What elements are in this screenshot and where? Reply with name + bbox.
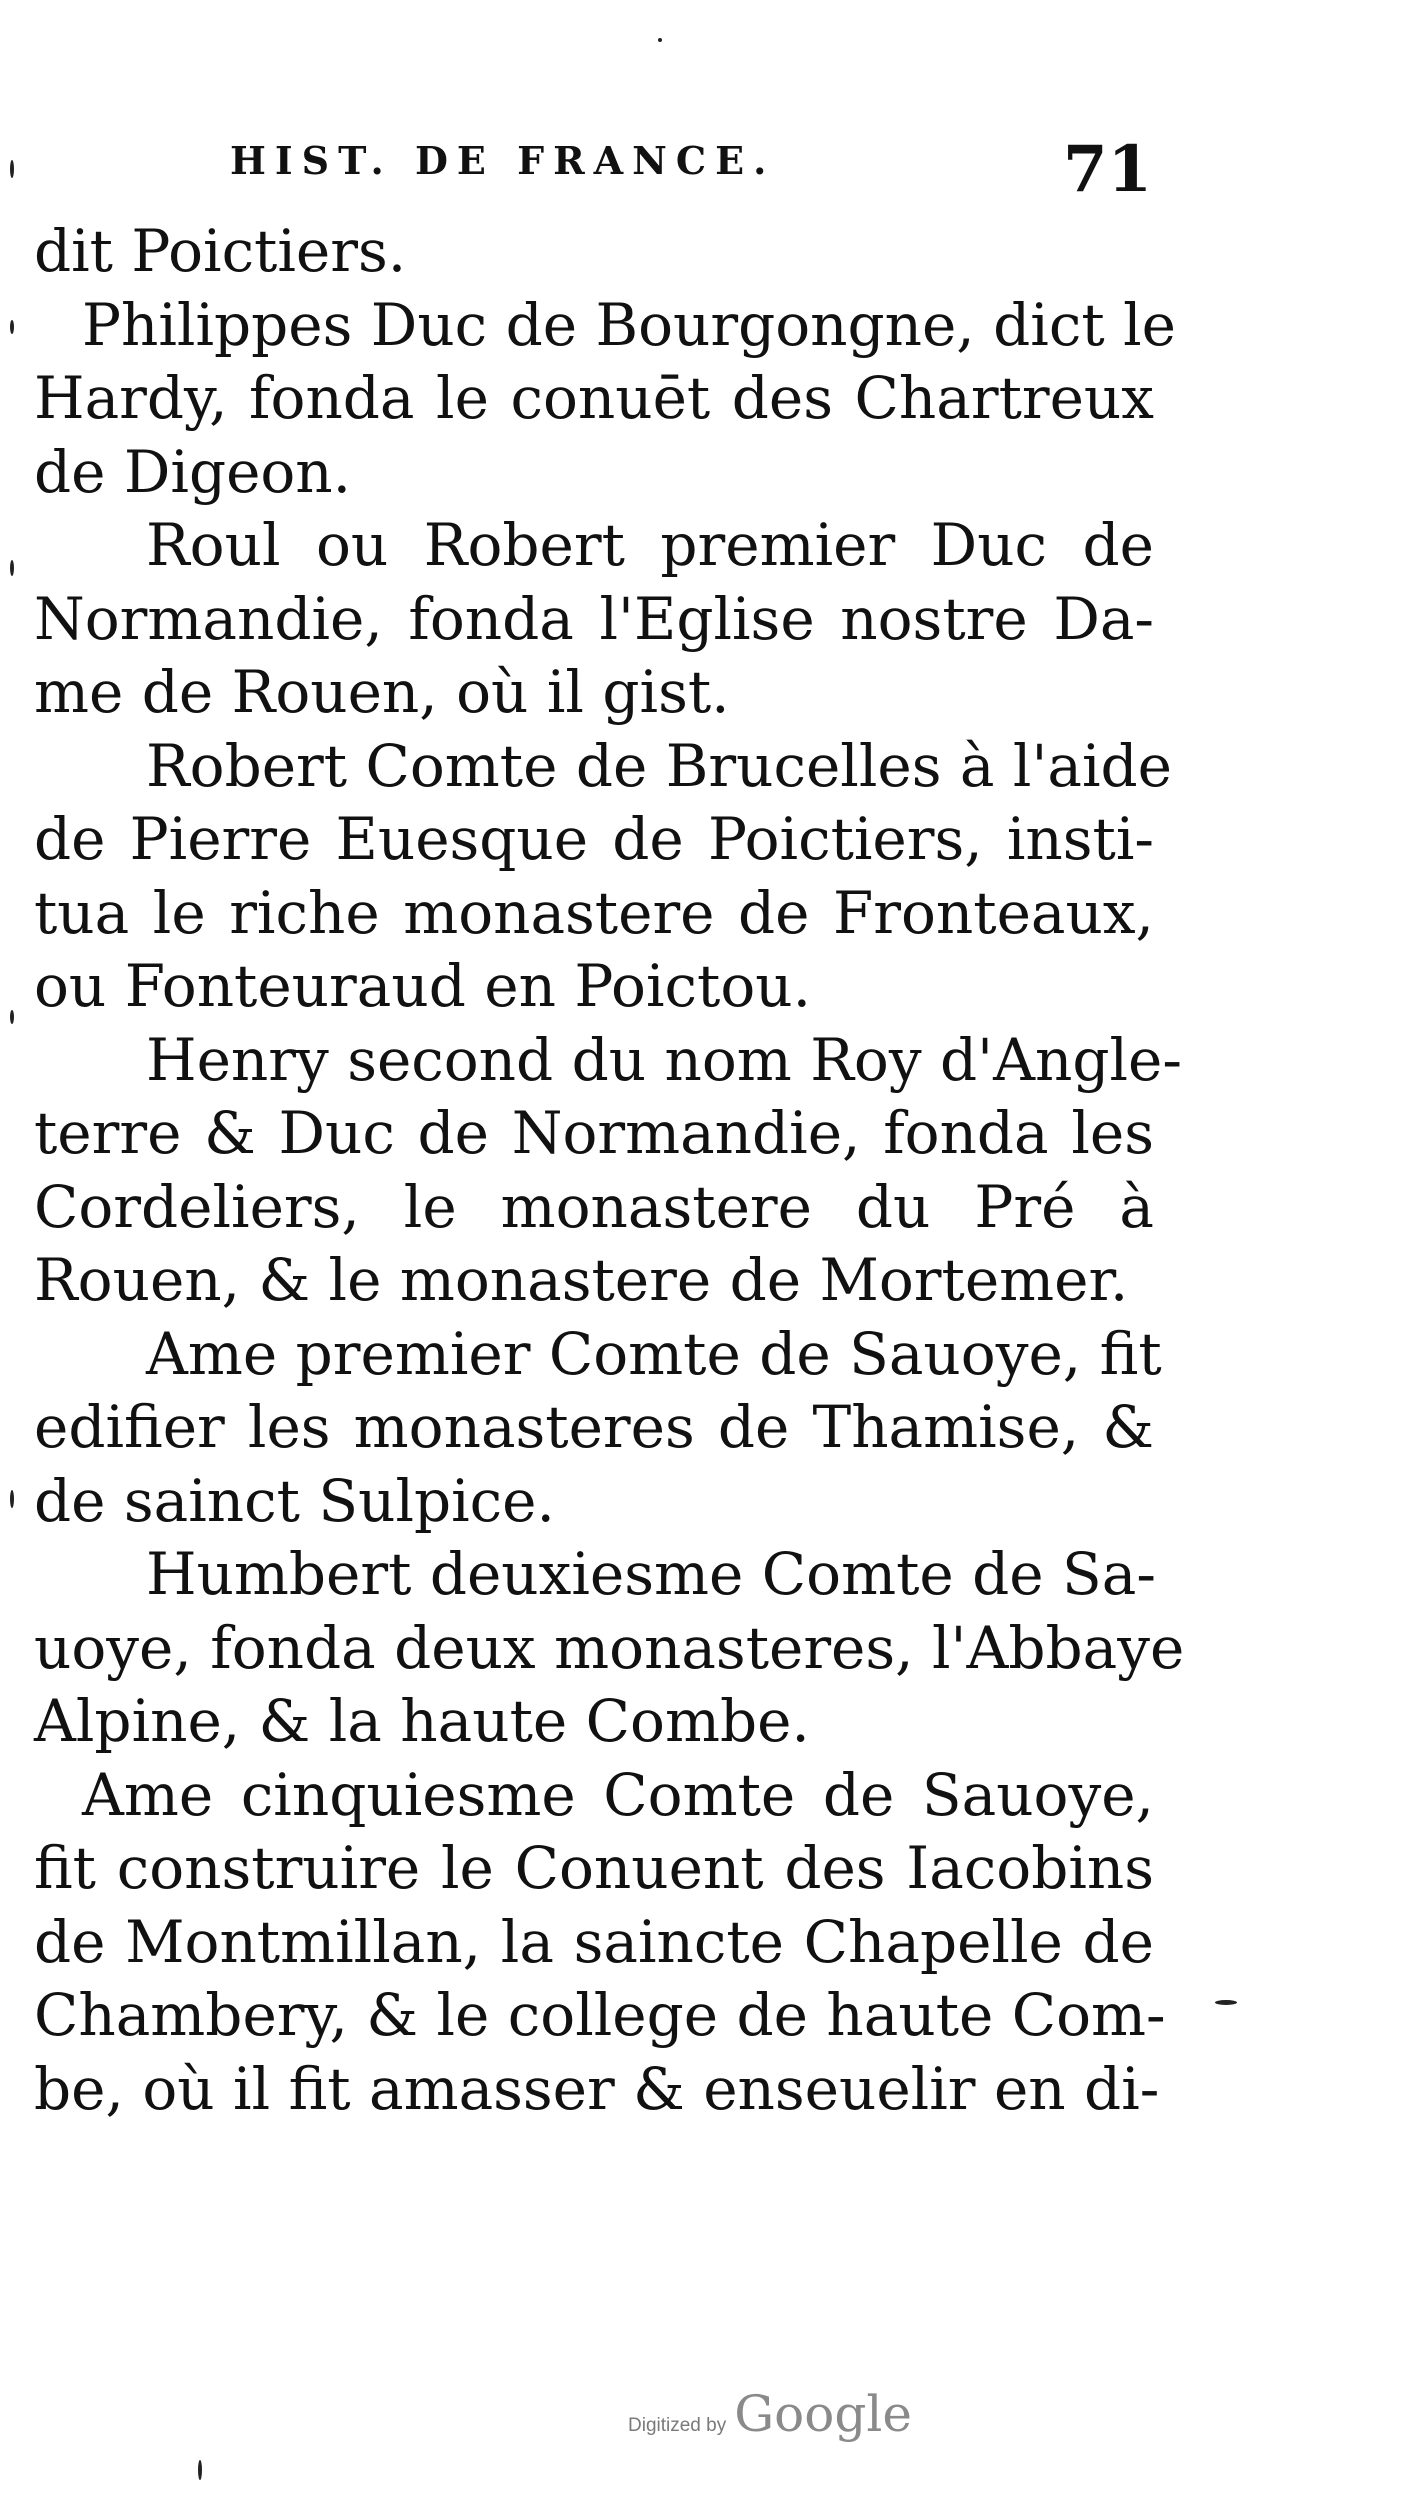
- text-line: be, où il fit amasser & enseuelir en di-: [34, 2054, 1160, 2123]
- text-line: Hardy, fonda le conuēt des Chartreux: [34, 364, 1154, 432]
- scan-speck: [10, 1010, 14, 1024]
- text-line: Chambery, & le college de haute Com-: [34, 1981, 1166, 2049]
- scan-speck: [10, 160, 14, 178]
- scan-speck: [658, 38, 662, 42]
- text-line: tua le riche monastere de Fronteaux,: [34, 878, 1154, 947]
- scan-speck: [10, 560, 14, 576]
- text-line: Alpine, & la haute Combe.: [34, 1687, 810, 1755]
- text-line: Philippes Duc de Bourgongne, dict le: [82, 290, 1176, 359]
- text-line: de sainct Sulpice.: [34, 1466, 555, 1535]
- scan-speck: [198, 2460, 202, 2480]
- digitized-by-label: Digitized by: [628, 2415, 727, 2436]
- text-line: Ame premier Comte de Sauoye, fit: [146, 1319, 1162, 1388]
- text-line: Humbert deuxiesme Comte de Sa-: [146, 1540, 1156, 1608]
- text-line: dit Poictiers.: [34, 217, 407, 285]
- text-line: fit construire le Conuent des Iacobins: [34, 1834, 1154, 1902]
- text-line: Normandie, fonda l'Eglise nostre Da-: [34, 584, 1154, 653]
- page-number: 71: [1063, 132, 1153, 207]
- text-line: Ame cinquiesme Comte de Sauoye,: [82, 1760, 1154, 1829]
- text-line: Rouen, & le monastere de Mortemer.: [34, 1246, 1129, 1314]
- scan-speck: [10, 320, 14, 334]
- digitization-watermark: [628, 2385, 912, 2443]
- text-line: de Montmillan, la saincte Chapelle de: [34, 1907, 1154, 1976]
- text-line: ou Fonteuraud en Poictou.: [34, 952, 812, 1020]
- text-line: Henry second du nom Roy d'Angle-: [146, 1025, 1182, 1094]
- text-line: Cordeliers, le monastere du Pré à: [34, 1172, 1154, 1241]
- text-line: Roul ou Robert premier Duc de: [146, 511, 1154, 579]
- body-text: [34, 215, 1185, 2126]
- text-line: de Digeon.: [34, 437, 352, 506]
- google-logo: Google: [734, 2385, 912, 2443]
- scan-speck: [1215, 2000, 1237, 2005]
- scan-speck: [10, 1490, 14, 1508]
- text-line: de Pierre Euesque de Poictiers, insti-: [34, 805, 1154, 873]
- text-line: Robert Comte de Brucelles à l'aide: [146, 731, 1172, 800]
- running-title: HIST. DE FRANCE.: [230, 138, 776, 183]
- text-line: me de Rouen, où il gist.: [34, 658, 730, 726]
- text-line: terre & Duc de Normandie, fonda les: [34, 1099, 1154, 1167]
- text-line: edifier les monasteres de Thamise, &: [34, 1393, 1154, 1461]
- text-line: uoye, fonda deux monasteres, l'Abbaye: [34, 1613, 1185, 1682]
